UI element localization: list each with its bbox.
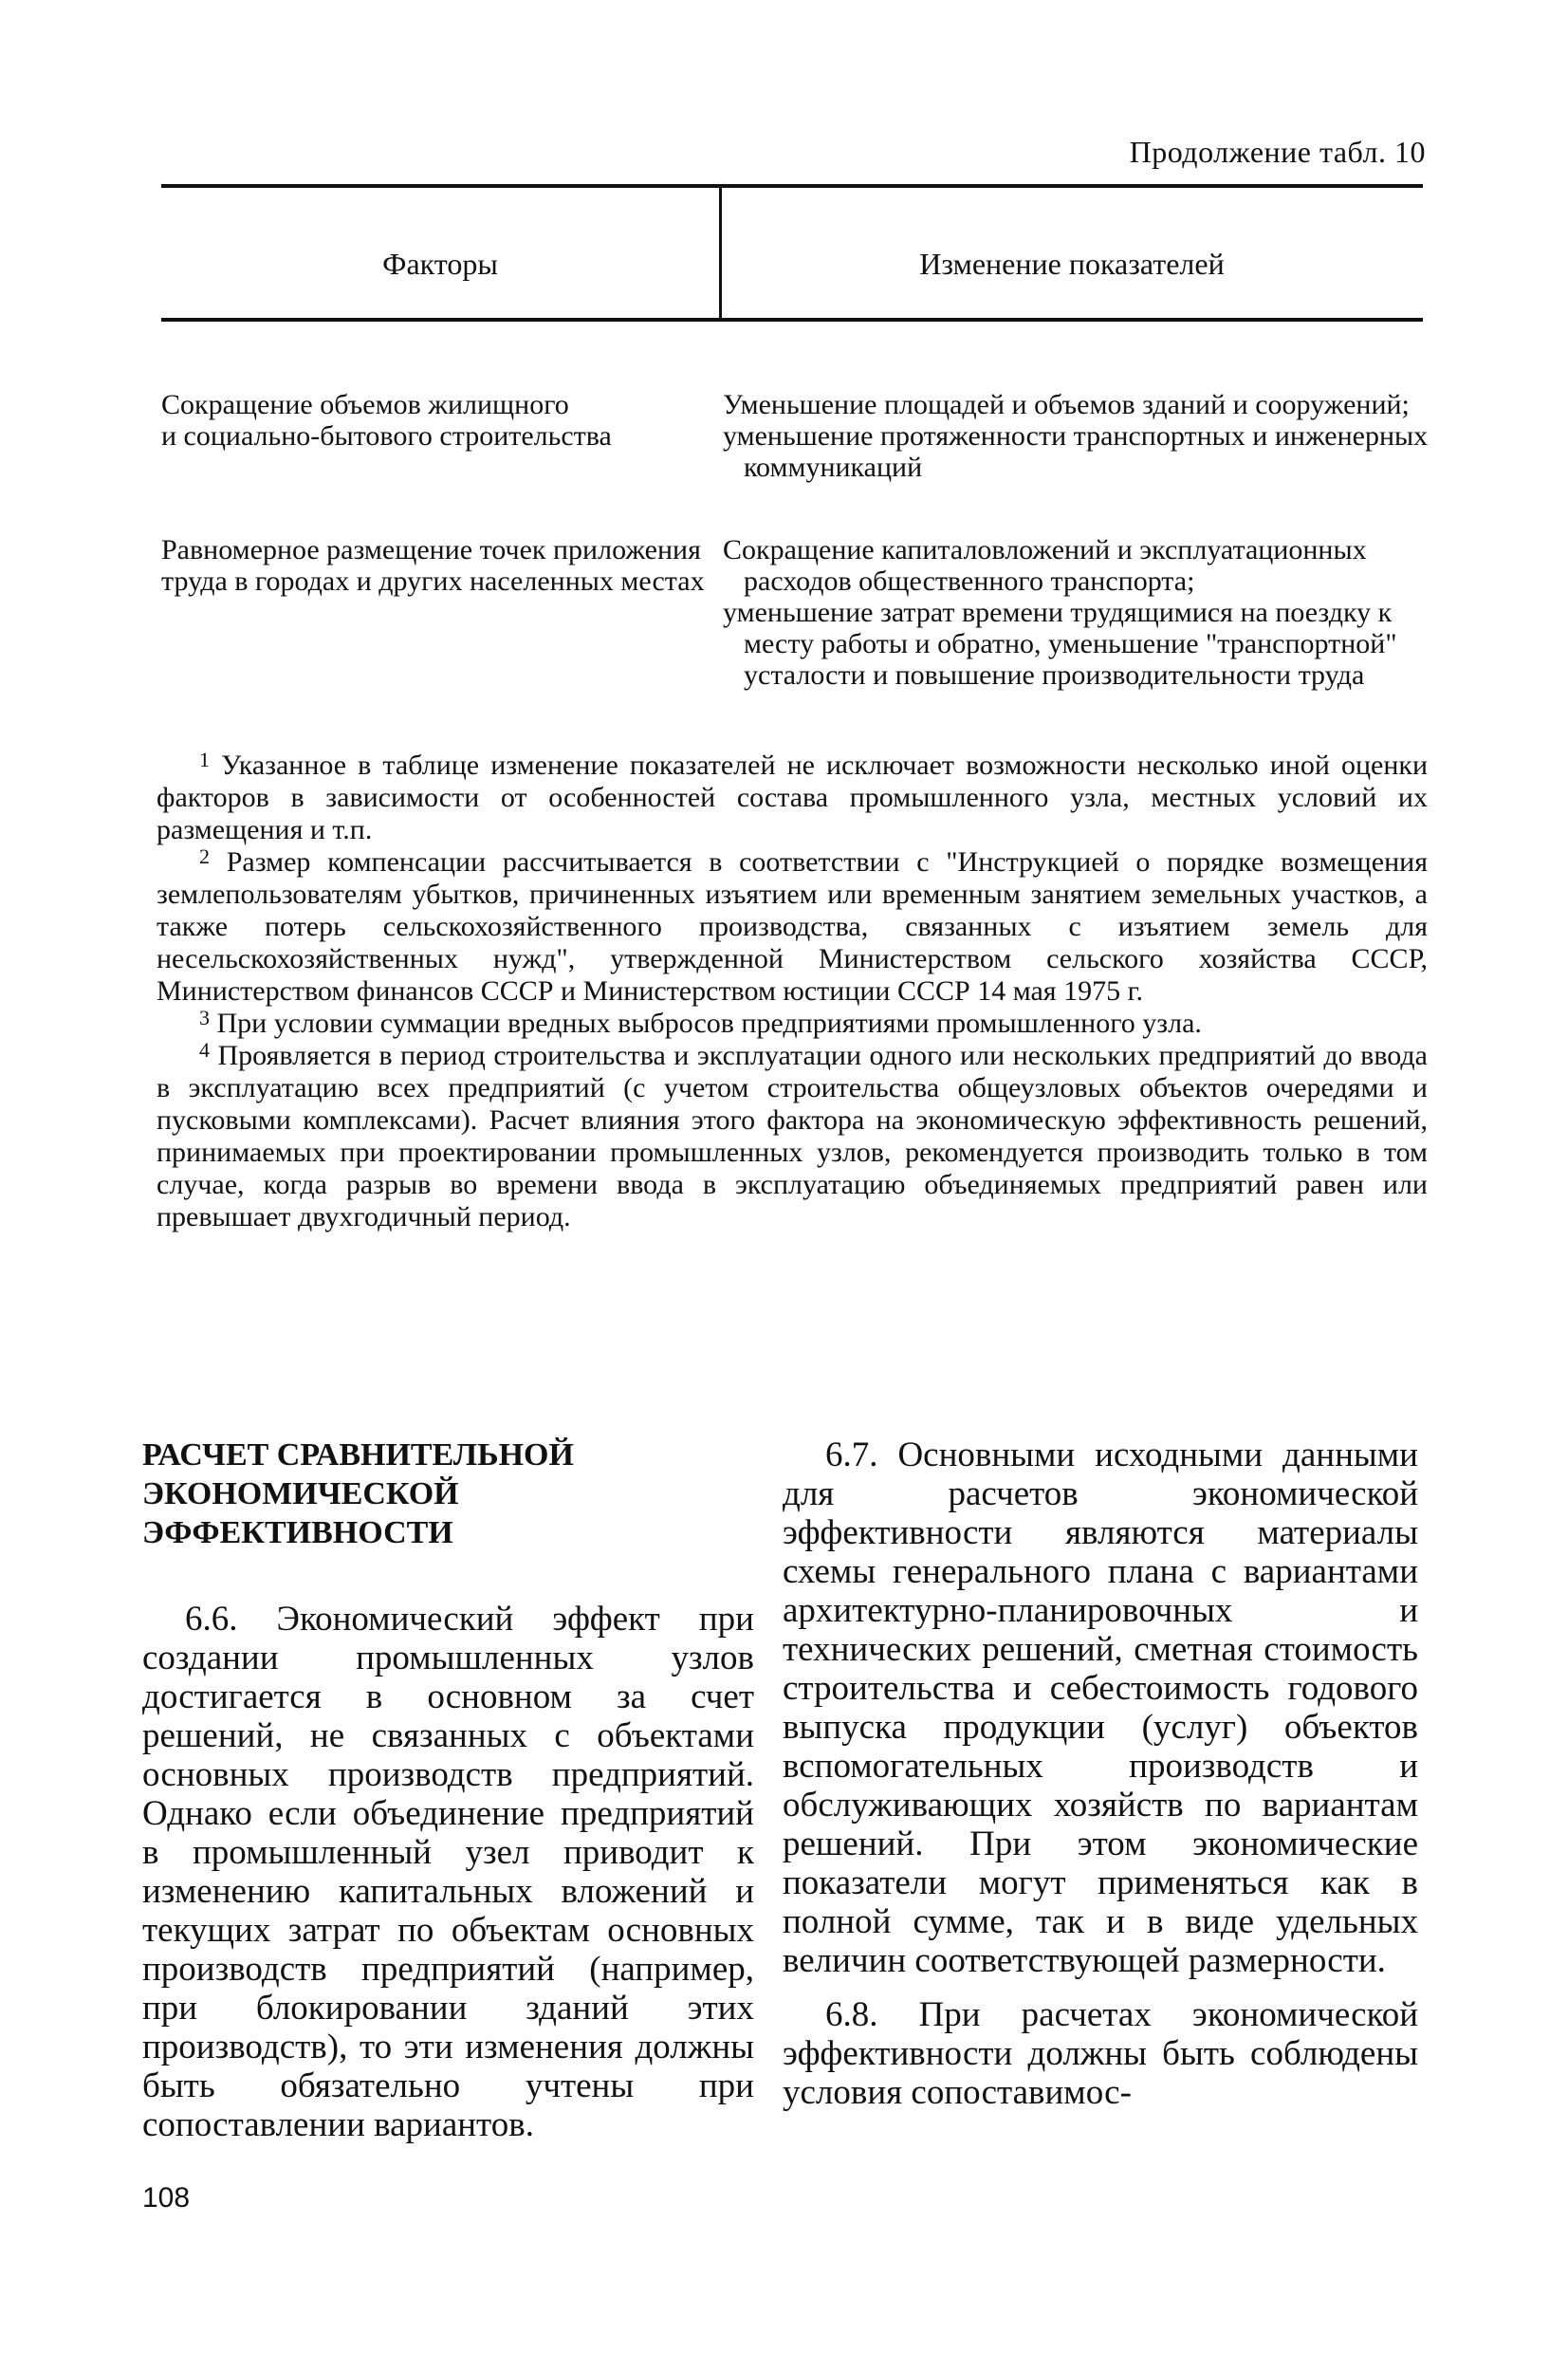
header-changes: Изменение показателей xyxy=(919,247,1225,281)
footnote-3-mark: 3 xyxy=(199,1006,210,1029)
paragraph-6-8: 6.8. При расчетах экономической эффективности должны быть соблюдены условия сопоставимос- xyxy=(783,1995,1418,2112)
row-1-change-1: Уменьшение площадей и объемов зданий и сооружений; xyxy=(723,389,1410,420)
footnote-4-mark: 4 xyxy=(199,1038,210,1062)
footnote-2-text: Размер компенсации рассчитывается в соответствии с "Инструкцией о порядке возмещения землепользователям убытков, причиненных изъятием или временным занятием земельных участков, а также потерь сельскохозяйственного производства, связанных с изъятием земель для несельскохозяйственных нужд", утвержденной Министерством сельского хозяйства СССР, Министерством финансов СССР и Министерством юстиции СССР 14 мая 1975 г. xyxy=(157,846,1429,1007)
paragraph-6-6: 6.6. Экономический эффект при создании промышленных узлов достигается в основном за счет решений, не связанных с объектами основных производств предприятий. Однако если объединение предприятий в промышленный узел приводит к изменению капитальных вложений и текущих затрат по объектам основных производств предприятий (например, при блокировании зданий этих производств), то эти изменения должны быть обязательно учтены при сопоставлении вариантов. xyxy=(142,1600,754,2144)
footnote-4 xyxy=(157,1040,1428,1233)
row-1-changes xyxy=(723,389,1439,483)
section-heading-line-1: РАСЧЕТ СРАВНИТЕЛЬНОЙ xyxy=(142,1437,574,1473)
row-2-change-1: Сокращение капиталовложений и эксплуатационных расходов общественного транспорта; xyxy=(723,534,1367,597)
row-2-factor xyxy=(161,534,711,597)
section-heading xyxy=(142,1436,754,1552)
footnote-2-mark: 2 xyxy=(199,844,210,868)
footnote-3 xyxy=(157,1008,1428,1040)
row-1-change-2: уменьшение протяженности транспортных и инженерных коммуникаций xyxy=(723,420,1429,483)
footnote-4-text: Проявляется в период строительства и эксплуатации одного или нескольких предприятий до ввода в эксплуатацию всех предприятий (с учетом строительства общеузловых объектов очередями и пусковыми комплексами). Расчет влияния этого фактора на экономическую эффективность решений, принимаемых при проектировании промышленных узлов, рекомендуется производить только в том случае, когда разрыв во времени ввода в эксплуатацию объединяемых предприятий равен или превышает двухгодичный период. xyxy=(157,1040,1428,1232)
footnotes xyxy=(157,750,1428,1233)
footnote-1-mark: 1 xyxy=(199,748,210,771)
left-column xyxy=(142,1436,754,2144)
footnote-1-text: Указанное в таблице изменение показателей не исключает возможности несколько иной оценки факторов в зависимости от особенностей состава промышленного узла, местных условий их размещения и т.п. xyxy=(157,750,1429,845)
table-caption: Продолжение табл. 10 xyxy=(1129,135,1426,169)
section-heading-line-2: ЭКОНОМИЧЕСКОЙ xyxy=(142,1476,459,1511)
footnote-1 xyxy=(157,750,1428,846)
row-2-changes xyxy=(723,534,1439,691)
table-header-rule xyxy=(161,318,1423,322)
header-factors: Факторы xyxy=(382,247,498,281)
row-1-factor-line-2: и социально-бытового строительства xyxy=(161,420,612,452)
right-column xyxy=(783,1436,1418,2112)
page-number: 108 xyxy=(142,2182,191,2214)
footnote-3-text: При условии суммации вредных выбросов предприятиями промышленного узла. xyxy=(216,1008,1202,1039)
paragraph-6-7: 6.7. Основными исходными данными для расчетов экономической эффективности являются материалы схемы генерального плана с вариантами архитектурно-планировочных и технических решений, сметная стоимость строительства и себестоимость годового выпуска продукции (услуг) объектов вспомогательных производств и обслуживающих хозяйств по вариантам решений. При этом экономические показатели могут применяться как в полной сумме, так и в виде удельных величин соответствующей размерности. xyxy=(783,1436,1418,1980)
row-1-factor-line-1: Сокращение объемов жилищного xyxy=(161,389,569,420)
row-2-change-2: уменьшение затрат времени трудящимися на поездку к месту работы и обратно, уменьшение "транспортной" усталости и повышение производительности труда xyxy=(723,597,1397,691)
section-heading-line-3: ЭФФЕКТИВНОСТИ xyxy=(142,1515,453,1550)
table-top-rule xyxy=(161,184,1423,188)
row-2-factor-line-1: Равномерное размещение точек приложения труда в городах и других населенных местах xyxy=(161,534,705,597)
row-1-factor xyxy=(161,389,711,452)
footnote-2 xyxy=(157,846,1428,1008)
